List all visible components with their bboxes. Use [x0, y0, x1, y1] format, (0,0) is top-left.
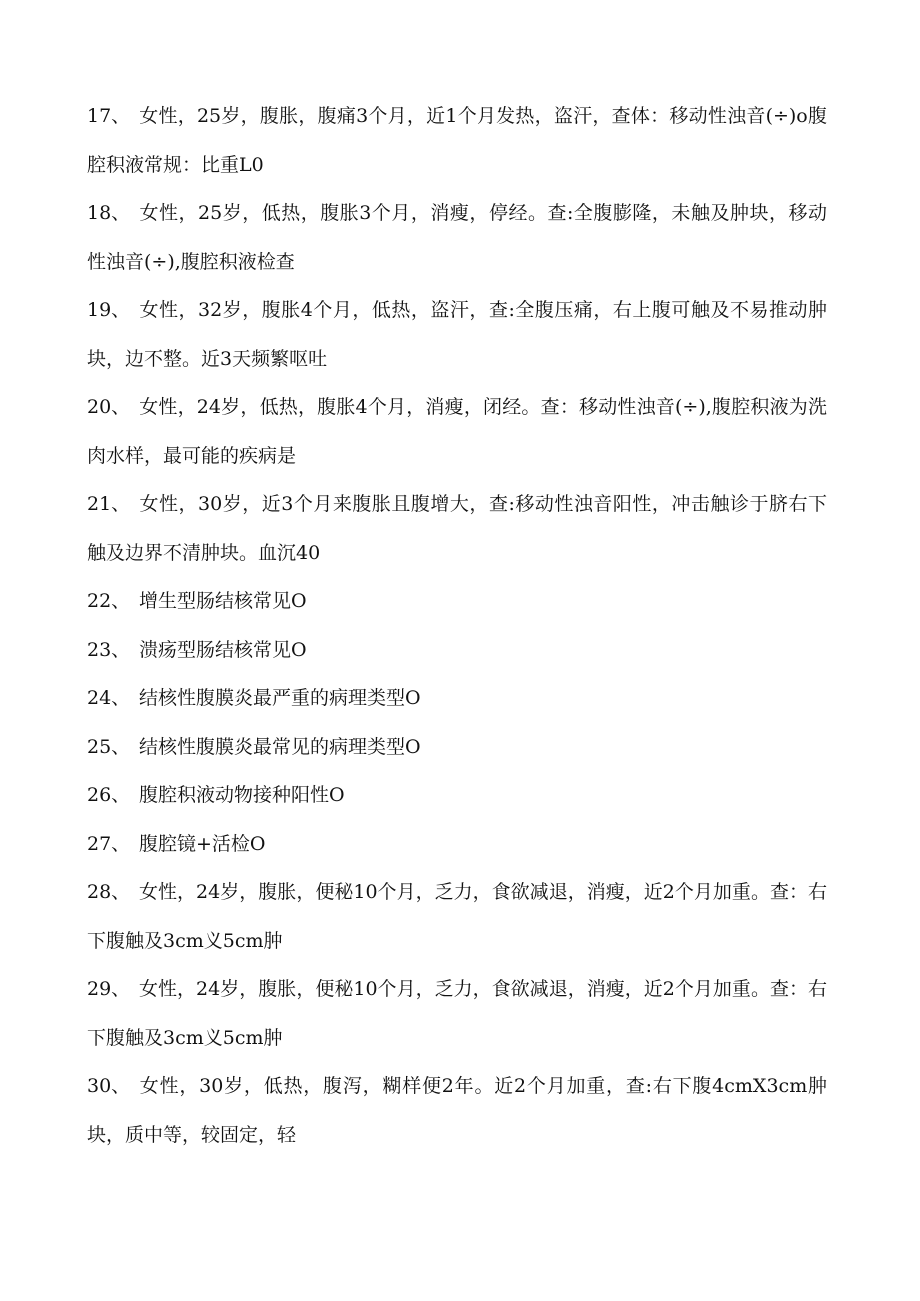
question-number: 22、: [87, 590, 131, 612]
question-17: [87, 92, 827, 189]
question-22: [87, 577, 827, 626]
question-text: 女性，30岁，近3个月来腹胀且腹增大，查:移动性浊音阳性，冲击触诊于脐右下触及边界不清肿块。血沉40: [87, 493, 827, 564]
question-number: 19、: [87, 299, 131, 321]
question-number: 26、: [87, 784, 131, 806]
question-text: 腹腔镜+活检O: [139, 832, 266, 855]
question-number: 23、: [87, 638, 131, 661]
document-page: [87, 92, 827, 1159]
question-text: 女性，30岁，低热，腹泻，糊样便2年。近2个月加重，查:右下腹4cmX3cm肿块，质中等，较固定，轻: [87, 1075, 827, 1146]
question-text: 结核性腹膜炎最常见的病理类型O: [139, 735, 421, 758]
question-text: 女性，24岁，腹胀，便秘10个月，乏力，食欲减退，消瘦，近2个月加重。查：右下腹触及3cm义5cm肿: [87, 978, 827, 1049]
question-21: [87, 480, 827, 577]
question-28: [87, 868, 827, 965]
question-number: 30、: [87, 1075, 131, 1097]
question-number: 27、: [87, 832, 131, 855]
question-number: 20、: [87, 396, 131, 418]
question-number: 29、: [87, 978, 131, 1000]
question-27: [87, 820, 827, 869]
question-number: 21、: [87, 493, 131, 515]
question-text: 溃疡型肠结核常见O: [139, 638, 307, 661]
question-number: 28、: [87, 881, 131, 903]
question-24: [87, 674, 827, 723]
question-text: 女性，24岁，腹胀，便秘10个月，乏力，食欲减退，消瘦，近2个月加重。查：右下腹触及3cm义5cm肿: [87, 881, 827, 952]
question-19: [87, 286, 827, 383]
question-18: [87, 189, 827, 286]
question-20: [87, 383, 827, 480]
question-text: 女性，32岁，腹胀4个月，低热，盗汗，查:全腹压痛，右上腹可触及不易推动肿块，边不整。近3天频繁呕吐: [87, 299, 827, 370]
question-text: 增生型肠结核常见O: [139, 590, 307, 612]
question-number: 25、: [87, 735, 131, 758]
question-number: 24、: [87, 687, 131, 709]
question-number: 18、: [87, 202, 131, 224]
question-text: 结核性腹膜炎最严重的病理类型O: [139, 687, 421, 709]
question-text: 腹腔积液动物接种阳性O: [139, 784, 345, 806]
question-number: 17、: [87, 105, 131, 127]
question-25: [87, 723, 827, 772]
question-text: 女性，25岁，低热，腹胀3个月，消瘦，停经。查:全腹膨隆，未触及肿块，移动性浊音(÷),腹腔积液检查: [87, 202, 827, 273]
question-text: 女性，24岁，低热，腹胀4个月，消瘦，闭经。查：移动性浊音(÷),腹腔积液为洗肉水样，最可能的疾病是: [87, 396, 827, 467]
question-26: [87, 771, 827, 820]
question-23: [87, 626, 827, 675]
question-29: [87, 965, 827, 1062]
question-30: [87, 1062, 827, 1159]
question-text: 女性，25岁，腹胀，腹痛3个月，近1个月发热，盗汗，查体：移动性浊音(÷)o腹腔积液常规：比重L0: [87, 105, 827, 176]
